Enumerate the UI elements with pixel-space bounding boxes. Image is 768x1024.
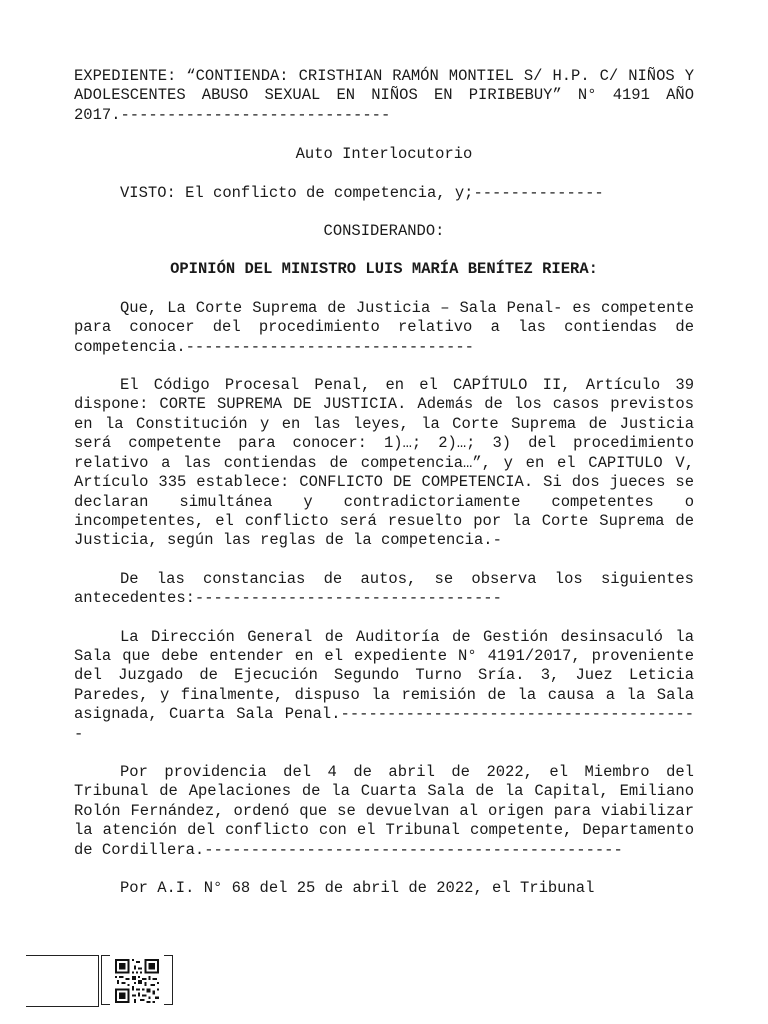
document-page (74, 64, 694, 898)
opinion-heading: OPINIÓN DEL MINISTRO LUIS MARÍA BENÍTEZ RIERA: (170, 260, 598, 279)
qr-code-frame (101, 955, 173, 1005)
qr-code-icon (115, 959, 159, 1003)
auto-title: Auto Interlocutorio (295, 145, 473, 164)
considerando-heading: CONSIDERANDO: (323, 222, 445, 241)
paragraph-providencia: Por providencia del 4 de abril de 2022, el Miembro del Tribunal de Apelaciones de la Cuarta Sala de la Capital, Emiliano Rolón Fernández, ordenó que se devuelvan al origen para viabilizar la atención del conflicto con el Tribunal competente, Departamento de Cordillera.--------------------------------------------- (74, 762, 694, 859)
paragraph-constancias: De las constancias de autos, se observa los siguientes antecedentes:--------------------------------- (74, 569, 694, 608)
paragraph-ai-68: Por A.I. N° 68 del 25 de abril de 2022, el Tribunal (120, 879, 595, 897)
signature-box (26, 955, 99, 1007)
expediente-header: EXPEDIENTE: “CONTIENDA: CRISTHIAN RAMÓN MONTIEL S/ H.P. C/ NIÑOS Y ADOLESCENTES ABUSO SEXUAL EN NIÑOS EN PIRIBEBUY” N° 4191 AÑO 2017.----------------------------- (74, 67, 694, 124)
paragraph-competencia: Que, La Corte Suprema de Justicia – Sala Penal- es competente para conocer del procedimiento relativo a las contiendas de competencia.------------------------------- (74, 298, 694, 356)
qr-bracket-right (164, 955, 173, 1005)
qr-bracket-left (101, 955, 110, 1005)
visto-line: VISTO: El conflicto de competencia, y;-------------- (120, 183, 604, 202)
paragraph-codigo-procesal: El Código Procesal Penal, en el CAPÍTULO II, Artículo 39 dispone: CORTE SUPREMA DE JUSTICIA. Además de los casos previstos en la Constitución y en las leyes, la Corte Suprema de Justicia será competente para conocer: 1)…; 2)…; 3) del procedimiento relativo a las contiendas de competencia…”, y en el CAPITULO V, Artículo 335 establece: CONFLICTO DE COMPETENCIA. Si dos jueces se declaran simultánea y contradictoriamente competentes o incompetentes, el conflicto será resuelto por la Corte Suprema de Justicia, según las reglas de la competencia.- (74, 376, 694, 550)
paragraph-direccion-auditoria: La Dirección General de Auditoría de Gestión desinsaculó la Sala que debe entender en el expediente N° 4191/2017, proveniente del Juzgado de Ejecución Segundo Turno Sría. 3, Juez Leticia Paredes, y finalmente, dispuso la remisión de la causa a la Sala asignada, Cuarta Sala Penal.--------------------------------------- (74, 627, 694, 743)
